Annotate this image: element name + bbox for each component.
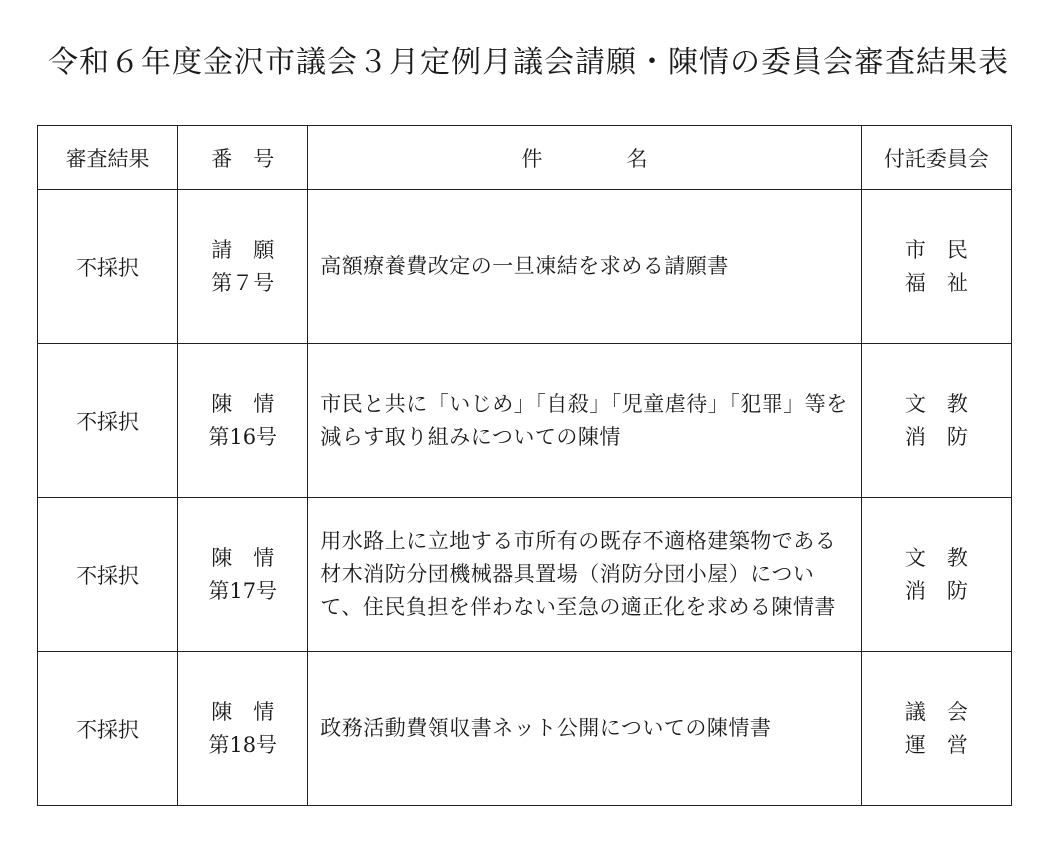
committee-line-2: 消 防	[904, 424, 968, 449]
table-row	[38, 344, 1012, 498]
row-committee	[861, 344, 1011, 498]
row-committee	[861, 498, 1011, 652]
committee-line-1: 議 会	[904, 699, 968, 724]
number-type: 陳 情	[211, 545, 275, 570]
header-number: 番 号	[178, 126, 308, 190]
row-title: 用水路上に立地する市所有の既存不適格建築物である材木消防分団機械器具置場（消防分団小屋）について、住民負担を伴わない至急の適正化を求める陳情書	[308, 498, 862, 652]
row-number	[178, 652, 308, 806]
table-row	[38, 652, 1012, 806]
committee-line-2: 福 祉	[904, 270, 968, 295]
row-result: 不採択	[38, 498, 178, 652]
row-result: 不採択	[38, 190, 178, 344]
header-title: 件 名	[308, 126, 862, 190]
review-results-table	[37, 125, 1012, 806]
committee-line-2: 運 営	[904, 732, 968, 757]
number-id: 第16号	[208, 424, 278, 449]
committee-line-1: 文 教	[904, 545, 968, 570]
row-committee	[861, 652, 1011, 806]
row-number	[178, 190, 308, 344]
number-id: 第18号	[208, 732, 278, 757]
row-number	[178, 498, 308, 652]
committee-line-1: 市 民	[904, 237, 968, 262]
row-title: 高額療養費改定の一旦凍結を求める請願書	[308, 190, 862, 344]
row-title: 政務活動費領収書ネット公開についての陳情書	[308, 652, 862, 806]
header-committee: 付託委員会	[861, 126, 1011, 190]
row-committee	[861, 190, 1011, 344]
table-row	[38, 498, 1012, 652]
row-result: 不採択	[38, 652, 178, 806]
row-title: 市民と共に「いじめ」「自殺」「児童虐待」「犯罪」等を減らす取り組みについての陳情	[308, 344, 862, 498]
table-header-row	[38, 126, 1012, 190]
row-number	[178, 344, 308, 498]
committee-line-1: 文 教	[904, 391, 968, 416]
number-type: 請 願	[211, 237, 275, 262]
number-type: 陳 情	[211, 391, 275, 416]
number-id: 第７号	[211, 270, 275, 295]
document-title: 令和６年度金沢市議会３月定例月議会請願・陳情の委員会審査結果表	[48, 45, 1009, 80]
committee-line-2: 消 防	[904, 578, 968, 603]
header-result: 審査結果	[38, 126, 178, 190]
number-id: 第17号	[208, 578, 278, 603]
number-type: 陳 情	[211, 699, 275, 724]
table-row	[38, 190, 1012, 344]
row-result: 不採択	[38, 344, 178, 498]
